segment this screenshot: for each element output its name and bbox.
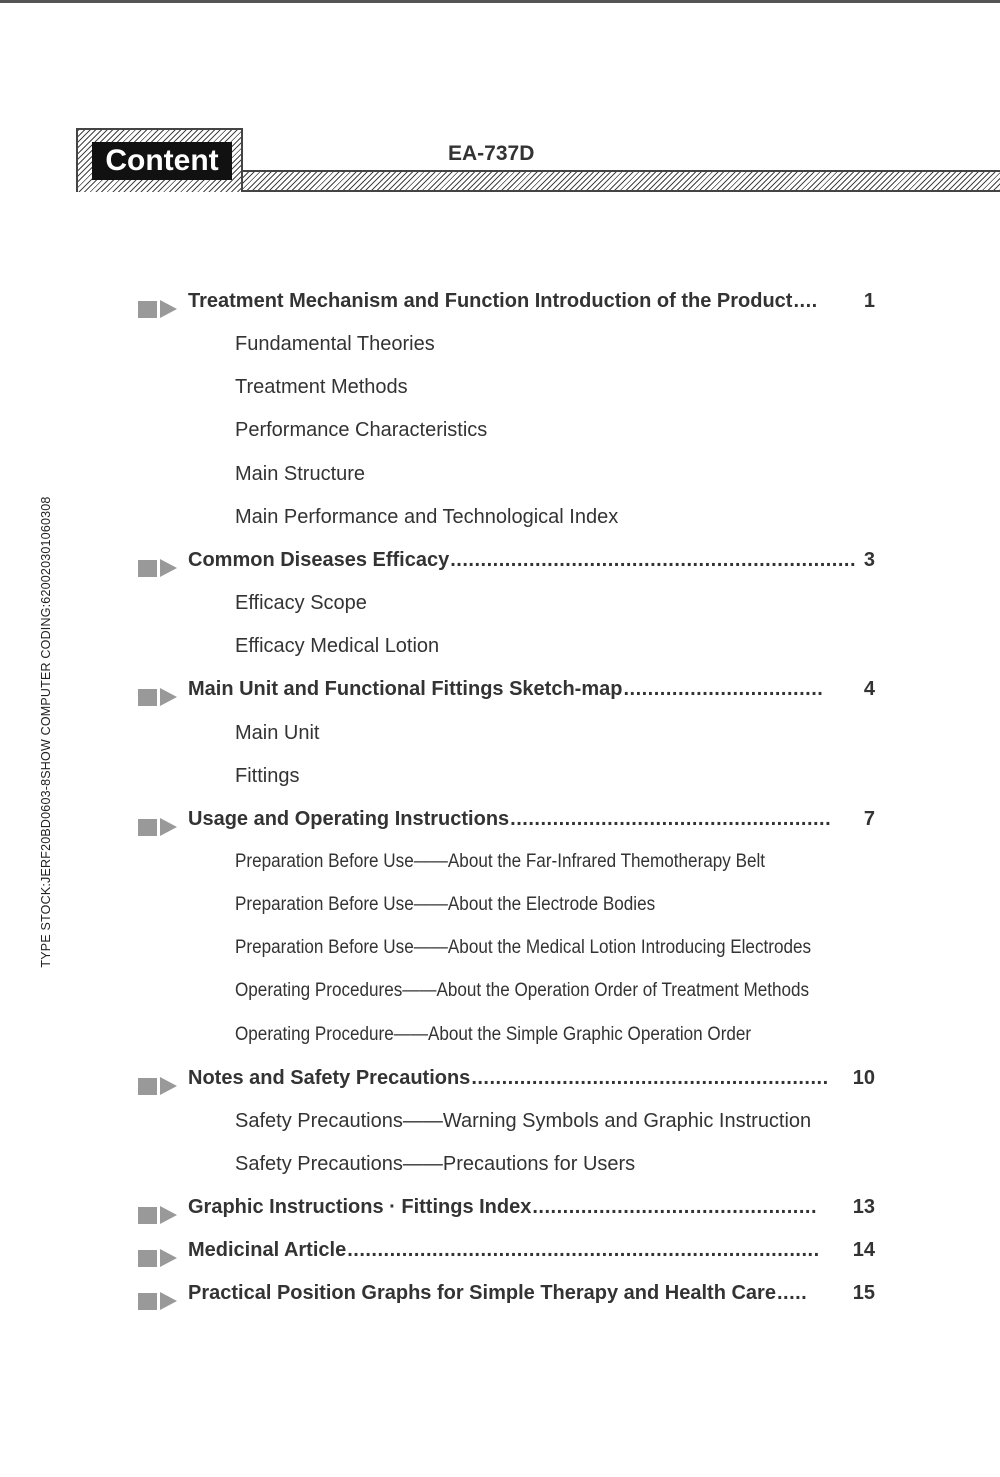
toc-entry-line bbox=[188, 1196, 875, 1219]
toc-section-title: Practical Position Graphs for Simple Therapy and Health Care bbox=[188, 1282, 776, 1304]
toc-page-number: 15 bbox=[852, 1282, 875, 1304]
toc-sub-entry bbox=[0, 592, 1000, 644]
bullet-marker-icon bbox=[138, 1206, 178, 1226]
toc-subsection-title: Fundamental Theories bbox=[235, 333, 435, 355]
toc-page-number: 3 bbox=[863, 549, 875, 571]
toc-page-number: 4 bbox=[863, 678, 875, 700]
content-title: Content bbox=[92, 142, 232, 180]
header-tab bbox=[76, 128, 243, 192]
toc-dot-leader: ............................................... bbox=[532, 1196, 818, 1218]
bullet-marker-icon bbox=[138, 1249, 178, 1269]
toc-sub-entry bbox=[0, 722, 1000, 774]
toc-page-number: 7 bbox=[863, 808, 875, 830]
toc-entry-line bbox=[188, 549, 875, 572]
toc-dot-leader: ................................................................... bbox=[450, 549, 857, 571]
toc-section-title: Common Diseases Efficacy bbox=[188, 549, 450, 571]
toc-main-entry bbox=[0, 290, 1000, 342]
toc-subsection-title: Efficacy Medical Lotion bbox=[235, 635, 440, 657]
toc-entry-line bbox=[188, 678, 875, 701]
bullet-marker-icon bbox=[138, 300, 178, 320]
toc-subsection-title: Preparation Before Use——About the Medical Lotion Introducing Electrodes bbox=[235, 937, 812, 958]
content-header bbox=[76, 128, 1000, 194]
toc-subsection-title: Preparation Before Use——About the Far-Infrared Themotherapy Belt bbox=[235, 851, 766, 872]
toc-sub-entry bbox=[0, 419, 1000, 471]
toc-entry-line bbox=[188, 808, 875, 831]
toc-section-title: Treatment Mechanism and Function Introduction of the Product bbox=[188, 290, 793, 312]
toc-sub-entry bbox=[0, 376, 1000, 428]
toc-page-number: 1 bbox=[863, 290, 875, 312]
toc-subsection-title: Main Performance and Technological Index bbox=[235, 506, 619, 528]
toc-section-title: Usage and Operating Instructions bbox=[188, 808, 510, 830]
toc-subsection-title: Performance Characteristics bbox=[235, 419, 488, 441]
toc-dot-leader: ................................. bbox=[623, 678, 824, 700]
toc-entry-line bbox=[188, 290, 875, 313]
bullet-marker-icon bbox=[138, 688, 178, 708]
toc-dot-leader: .............................................................................. bbox=[347, 1239, 820, 1261]
toc-page-number: 14 bbox=[852, 1239, 875, 1261]
toc-subsection-title: Safety Precautions——Warning Symbols and Graphic Instruction bbox=[235, 1110, 812, 1132]
toc-entry-line bbox=[188, 1067, 875, 1090]
side-coding-text: TYPE STOCK:JERF20BD0603-8SHOW COMPUTER CODING:620020301060308 bbox=[39, 496, 53, 968]
toc-subsection-title: Operating Procedure——About the Simple Graphic Operation Order bbox=[235, 1024, 752, 1045]
toc-section-title: Graphic Instructions · Fittings Index bbox=[188, 1196, 532, 1218]
toc-main-entry bbox=[0, 1282, 1000, 1334]
toc-page-number: 13 bbox=[852, 1196, 875, 1218]
toc-main-entry bbox=[0, 678, 1000, 730]
toc-entry-line bbox=[188, 1239, 875, 1262]
toc-subsection-title: Efficacy Scope bbox=[235, 592, 367, 614]
bullet-marker-icon bbox=[138, 1077, 178, 1097]
toc-dot-leader: ........................................................... bbox=[471, 1067, 829, 1089]
toc-subsection-title: Safety Precautions——Precautions for Users bbox=[235, 1153, 636, 1175]
toc-main-entry bbox=[0, 549, 1000, 601]
toc-dot-leader: ..... bbox=[776, 1282, 808, 1304]
toc-subsection-title: Preparation Before Use——About the Electrode Bodies bbox=[235, 894, 656, 915]
top-rule bbox=[0, 0, 1000, 3]
bullet-marker-icon bbox=[138, 818, 178, 838]
model-number: EA-737D bbox=[448, 142, 535, 165]
toc-subsection-title: Operating Procedures——About the Operation Order of Treatment Methods bbox=[235, 980, 810, 1001]
toc-subsection-title: Main Unit bbox=[235, 722, 320, 744]
bullet-marker-icon bbox=[138, 1292, 178, 1312]
toc-sub-entry bbox=[0, 333, 1000, 385]
toc-dot-leader: .... bbox=[793, 290, 818, 312]
toc-section-title: Notes and Safety Precautions bbox=[188, 1067, 471, 1089]
toc-dot-leader: ..................................................... bbox=[510, 808, 832, 830]
toc-subsection-title: Treatment Methods bbox=[235, 376, 408, 398]
toc-section-title: Medicinal Article bbox=[188, 1239, 347, 1261]
toc-section-title: Main Unit and Functional Fittings Sketch-map bbox=[188, 678, 623, 700]
toc-subsection-title: Fittings bbox=[235, 765, 300, 787]
toc-subsection-title: Main Structure bbox=[235, 463, 366, 485]
bullet-marker-icon bbox=[138, 559, 178, 579]
toc-entry-line bbox=[188, 1282, 875, 1305]
toc-page-number: 10 bbox=[852, 1067, 875, 1089]
